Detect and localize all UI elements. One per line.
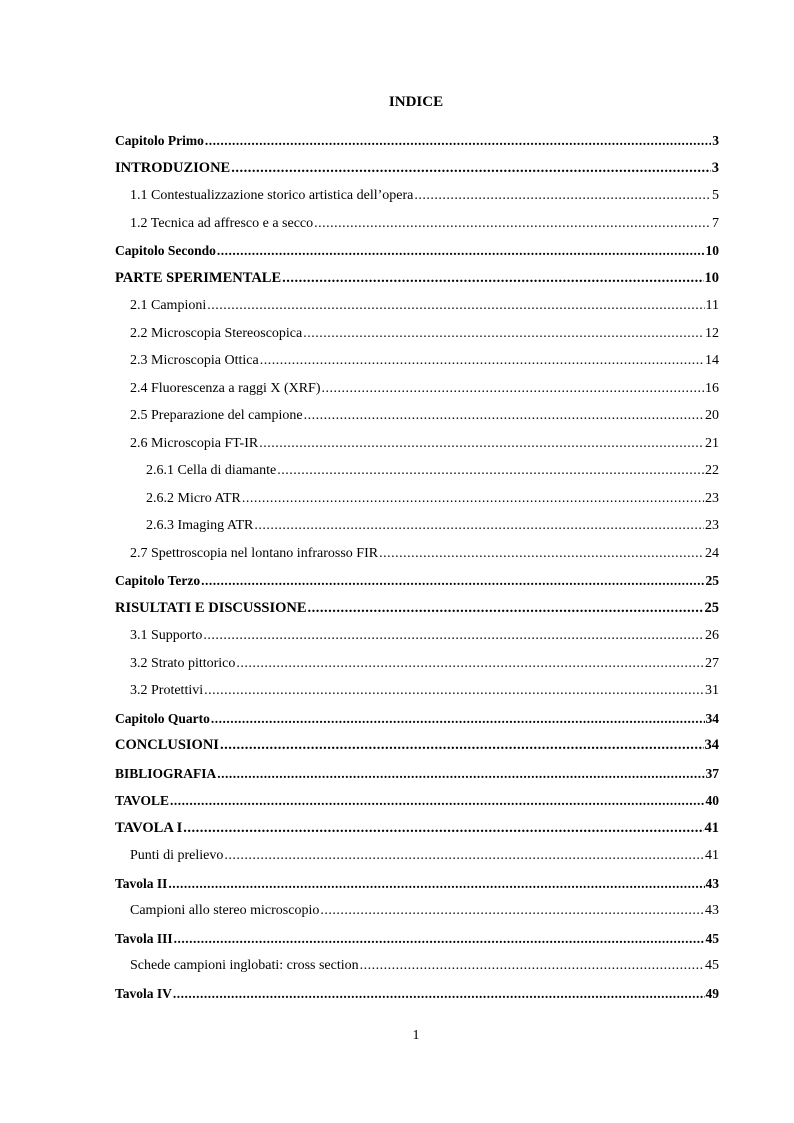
dot-leader: [224, 842, 704, 870]
dot-leader: [259, 430, 704, 458]
toc-entry-label: Punti di prelievo: [130, 848, 224, 863]
dot-leader: [170, 787, 705, 815]
dot-leader: [217, 237, 705, 265]
toc-entry-page: 40: [705, 793, 719, 808]
page-number: 1: [412, 1028, 420, 1043]
toc-entry-label: 2.5 Preparazione del campione: [130, 408, 303, 423]
dot-leader: [168, 870, 704, 898]
toc-entry-2-6-2[interactable]: [115, 485, 719, 513]
toc-entry-page: 27: [705, 655, 719, 671]
toc-entry-2-6-3[interactable]: [115, 512, 719, 540]
toc-entry-label: CONCLUSIONI: [115, 737, 219, 753]
toc-entry-label: 2.6 Microscopia FT-IR: [130, 435, 259, 451]
toc-entry-label: Tavola III: [115, 930, 173, 946]
toc-entry-page: 10: [704, 269, 719, 286]
toc-entry-label: 1.1 Contestualizzazione storico artistica dell’opera: [130, 188, 414, 203]
dot-leader: [242, 485, 704, 513]
toc-entry-tavole[interactable]: [115, 787, 719, 815]
dot-leader: [205, 127, 711, 155]
toc-entry-label: Capitolo Terzo: [115, 573, 201, 588]
dot-leader: [211, 705, 705, 733]
dot-leader: [303, 320, 704, 348]
toc-entry-label: 1.2 Tecnica ad affresco e a secco: [130, 215, 314, 231]
toc-entry-2-4[interactable]: [115, 375, 719, 403]
toc-entry-page: 25: [705, 573, 719, 588]
toc-entry-3-1[interactable]: [115, 622, 719, 650]
toc-entry-page: 23: [705, 490, 719, 506]
toc-entry-page: 14: [705, 353, 719, 368]
toc-entry-campioni-stereo[interactable]: [115, 897, 719, 925]
toc-entry-label: RISULTATI E DISCUSSIONE: [115, 599, 307, 616]
toc-entry-page: 3: [712, 133, 719, 148]
toc-entry-page: 3: [711, 159, 719, 176]
page-title: INDICE: [388, 94, 444, 110]
dot-leader: [260, 347, 704, 375]
toc-entry-parte-sperimentale[interactable]: [115, 265, 719, 293]
toc-entry-label: 3.2 Protettivi: [130, 683, 204, 698]
toc-entry-page: 34: [705, 710, 719, 726]
toc-entry-page: 26: [705, 628, 719, 643]
dot-leader: [204, 677, 704, 705]
toc-entry-label: 2.2 Microscopia Stereoscopica: [130, 325, 303, 341]
dot-leader: [201, 567, 704, 595]
dot-leader: [360, 952, 704, 980]
toc-entry-page: 34: [704, 737, 719, 753]
dot-leader: [320, 897, 704, 925]
toc-entry-2-6-1[interactable]: [115, 457, 719, 485]
toc-entry-tavola-ii[interactable]: [115, 870, 719, 898]
toc-entry-page: 5: [712, 188, 719, 203]
toc-entry-label: TAVOLE: [115, 793, 169, 808]
table-of-contents: [115, 127, 719, 1007]
toc-entry-label: Tavola II: [115, 875, 168, 891]
toc-entry-page: 24: [705, 545, 719, 561]
toc-entry-3-2-strato[interactable]: [115, 650, 719, 678]
toc-entry-tavola-iii[interactable]: [115, 925, 719, 953]
toc-entry-page: 41: [704, 819, 719, 836]
dot-leader: [174, 925, 705, 953]
dot-leader: [308, 595, 704, 623]
dot-leader: [183, 815, 703, 843]
toc-entry-1-2[interactable]: [115, 210, 719, 238]
toc-entry-page: 41: [705, 848, 719, 863]
dot-leader: [231, 155, 711, 183]
toc-entry-page: 16: [705, 380, 719, 396]
toc-entry-2-1[interactable]: [115, 292, 719, 320]
toc-entry-label: 2.1 Campioni: [130, 298, 207, 313]
dot-leader: [207, 292, 704, 320]
toc-entry-page: 43: [705, 903, 719, 918]
toc-entry-page: 20: [705, 408, 719, 423]
toc-entry-page: 10: [705, 243, 719, 258]
toc-entry-page: 21: [705, 435, 719, 451]
toc-entry-label: 2.4 Fluorescenza a raggi X (XRF): [130, 380, 321, 396]
toc-entry-capitolo-primo[interactable]: [115, 127, 719, 155]
toc-entry-2-5[interactable]: [115, 402, 719, 430]
toc-entry-tavola-iv[interactable]: [115, 980, 719, 1008]
toc-entry-page: 22: [705, 463, 719, 478]
dot-leader: [203, 622, 704, 650]
toc-entry-label: Campioni allo stereo microscopio: [130, 903, 320, 918]
toc-entry-label: Capitolo Secondo: [115, 243, 216, 258]
dot-leader: [314, 210, 711, 238]
dot-leader: [277, 457, 704, 485]
toc-entry-page: 37: [705, 765, 719, 781]
toc-entry-label: Capitolo Primo: [115, 133, 204, 148]
toc-entry-2-6[interactable]: [115, 430, 719, 458]
toc-entry-label: Schede campioni inglobati: cross section: [130, 958, 359, 973]
toc-entry-capitolo-quarto[interactable]: [115, 705, 719, 733]
toc-entry-page: 45: [705, 930, 719, 946]
dot-leader: [220, 732, 704, 760]
toc-entry-introduzione[interactable]: [115, 155, 719, 183]
toc-entry-2-3[interactable]: [115, 347, 719, 375]
toc-entry-bibliografia[interactable]: [115, 760, 719, 788]
toc-entry-punti-di-prelievo[interactable]: [115, 842, 719, 870]
toc-entry-1-1[interactable]: [115, 182, 719, 210]
toc-entry-page: 49: [705, 985, 719, 1001]
dot-leader: [322, 375, 704, 403]
toc-entry-label: Capitolo Quarto: [115, 710, 210, 726]
toc-entry-page: 45: [705, 958, 719, 973]
toc-entry-label: 2.3 Microscopia Ottica: [130, 353, 259, 368]
toc-entry-label: 3.1 Supporto: [130, 628, 203, 643]
toc-entry-label: 2.7 Spettroscopia nel lontano infrarosso FIR: [130, 545, 379, 561]
toc-entry-page: 12: [705, 325, 719, 341]
toc-entry-2-2[interactable]: [115, 320, 719, 348]
toc-entry-tavola-i[interactable]: [115, 815, 719, 843]
toc-entry-page: 25: [704, 599, 719, 616]
toc-entry-2-7[interactable]: [115, 540, 719, 568]
dot-leader: [173, 980, 705, 1008]
toc-entry-page: 43: [705, 875, 719, 891]
toc-entry-label: 2.6.3 Imaging ATR: [146, 518, 254, 533]
dot-leader: [379, 540, 704, 568]
dot-leader: [414, 182, 711, 210]
toc-entry-label: INTRODUZIONE: [115, 159, 231, 176]
toc-entry-page: 11: [705, 298, 719, 313]
toc-entry-page: 23: [705, 518, 719, 533]
toc-entry-capitolo-terzo[interactable]: [115, 567, 719, 595]
dot-leader: [282, 265, 703, 293]
toc-entry-label: 3.2 Strato pittorico: [130, 655, 236, 671]
toc-entry-page: 7: [712, 215, 719, 231]
toc-entry-label: 2.6.1 Cella di diamante: [146, 463, 277, 478]
dot-leader: [254, 512, 704, 540]
toc-entry-label: Tavola IV: [115, 985, 172, 1001]
dot-leader: [304, 402, 704, 430]
toc-entry-capitolo-secondo[interactable]: [115, 237, 719, 265]
toc-entry-label: PARTE SPERIMENTALE: [115, 269, 282, 286]
toc-entry-label: BIBLIOGRAFIA: [115, 765, 217, 781]
toc-entry-label: TAVOLA I: [115, 819, 183, 836]
dot-leader: [217, 760, 704, 788]
toc-entry-3-2-protettivi[interactable]: [115, 677, 719, 705]
dot-leader: [236, 650, 704, 678]
toc-entry-page: 31: [705, 683, 719, 698]
toc-entry-label: 2.6.2 Micro ATR: [146, 490, 241, 506]
toc-entry-conclusioni[interactable]: [115, 732, 719, 760]
toc-entry-schede-campioni[interactable]: [115, 952, 719, 980]
toc-entry-risultati-e-discussione[interactable]: [115, 595, 719, 623]
